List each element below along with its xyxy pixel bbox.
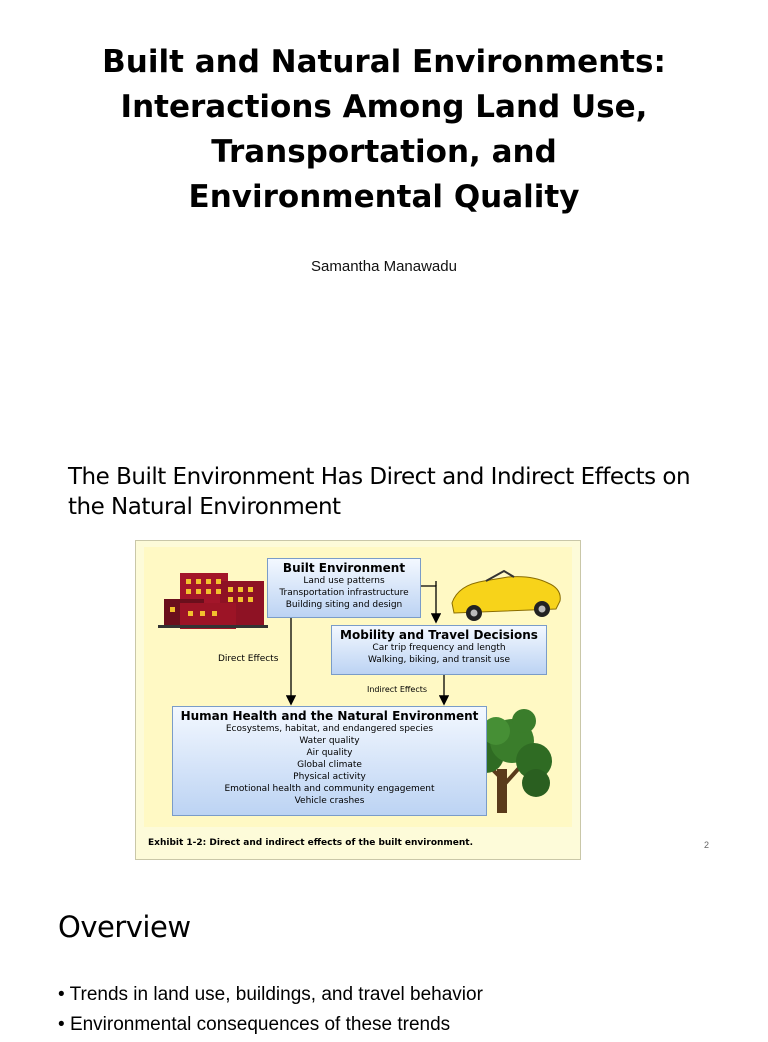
exhibit-figure [135, 540, 581, 860]
title-line: Interactions Among Land Use, [120, 89, 648, 125]
bullet-item: • Environmental consequences of these trends [58, 1012, 738, 1038]
mobility-decisions-box [331, 625, 547, 675]
box-line: Global climate [297, 760, 362, 770]
box-line: Walking, biking, and transit use [367, 655, 510, 665]
overview-title: Overview [58, 910, 191, 944]
box-line: Ecosystems, habitat, and endangered species [225, 724, 434, 734]
heading-line: the Natural Environment [68, 494, 341, 520]
box-title: Human Health and the Natural Environment [180, 709, 479, 723]
indirect-effects-label: Indirect Effects [367, 685, 428, 694]
title-line: Transportation, and [211, 134, 557, 170]
direct-effects-label: Direct Effects [218, 654, 279, 664]
slide-title [60, 40, 708, 220]
box-title: Mobility and Travel Decisions [340, 628, 538, 642]
box-line: Physical activity [293, 772, 366, 782]
overview-bullets [58, 982, 738, 1042]
box-line: Land use patterns [303, 576, 385, 586]
box-title: Built Environment [282, 561, 406, 575]
page-number: 2 [704, 840, 710, 850]
box-line: Emotional health and community engagement [224, 784, 435, 794]
box-line: Water quality [299, 736, 360, 746]
title-line: Built and Natural Environments: [102, 44, 666, 80]
title-line: Environmental Quality [188, 179, 580, 215]
built-environment-box [267, 558, 421, 618]
author-name: Samantha Manawadu [311, 258, 457, 275]
box-line: Transportation infrastructure [279, 588, 409, 598]
box-line: Air quality [306, 748, 353, 758]
heading-line: The Built Environment Has Direct and Indirect Effects on [68, 464, 691, 490]
health-environment-box [172, 706, 487, 816]
exhibit-caption: Exhibit 1-2: Direct and indirect effects of the built environment. [148, 838, 474, 848]
box-line: Car trip frequency and length [372, 643, 506, 653]
slide-heading [68, 462, 728, 522]
box-line: Vehicle crashes [294, 796, 365, 806]
box-line: Building siting and design [285, 600, 403, 610]
bullet-item: • Trends in land use, buildings, and travel behavior [58, 982, 738, 1008]
